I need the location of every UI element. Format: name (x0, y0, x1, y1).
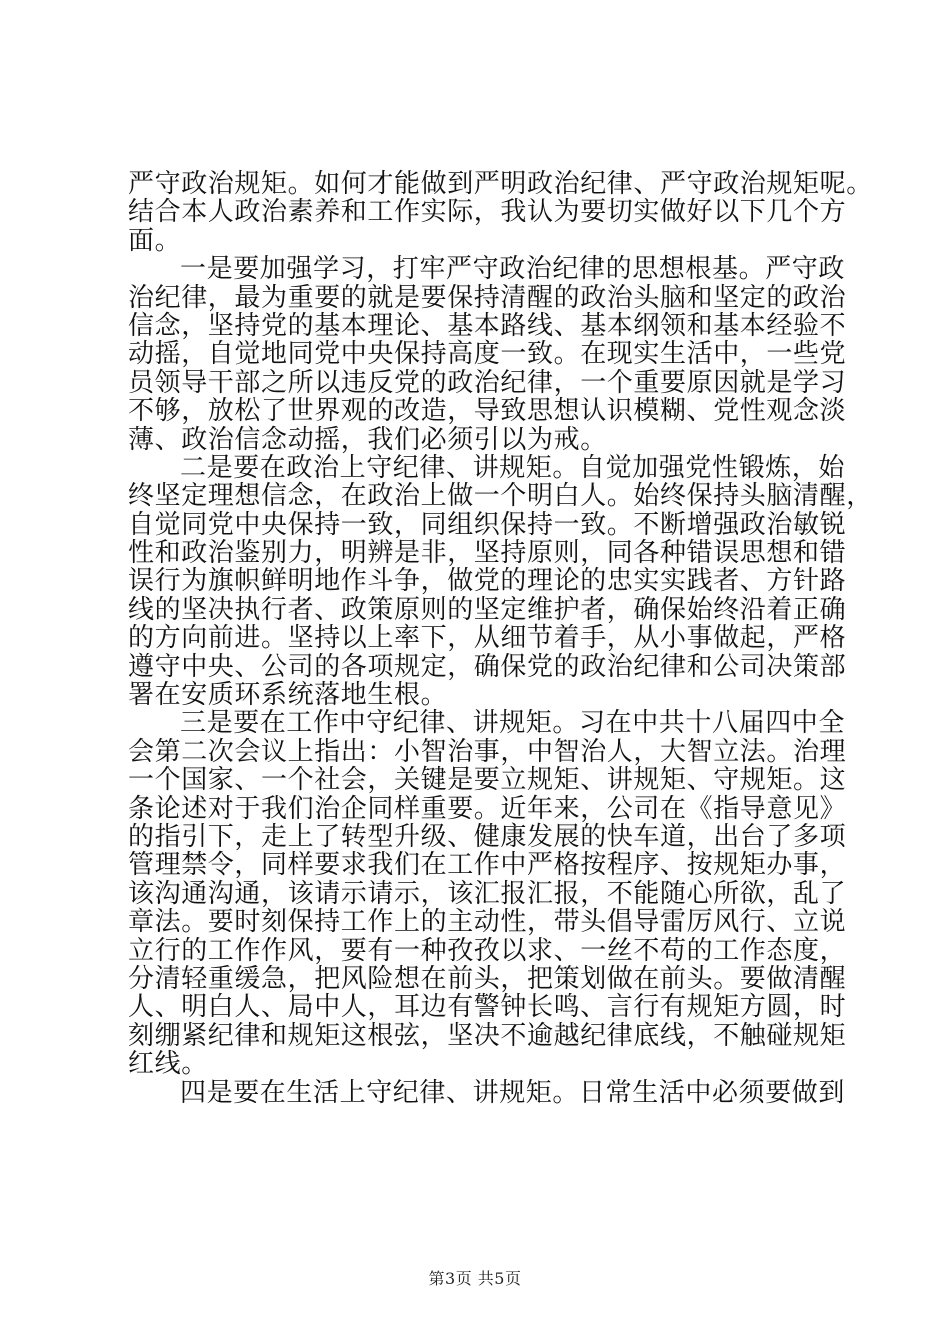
text-line: 面。 (128, 225, 182, 256)
text-line: 的方向前进。坚持以上率下，从细节着手，从小事做起，严格 (128, 623, 847, 654)
text-line: 自觉同党中央保持一致，同组织保持一致。不断增强政治敏锐 (128, 509, 847, 540)
text-line: 分清轻重缓急，把风险想在前头，把策划做在前头。要做清醒 (128, 963, 847, 994)
text-line: 结合本人政治素养和工作实际，我认为要切实做好以下几个方 (128, 197, 847, 228)
text-line: 薄、政治信念动摇，我们必须引以为戒。 (128, 424, 607, 455)
text-line: 红线。 (128, 1049, 208, 1080)
document-body (128, 169, 873, 1108)
text-line: 一个国家、一个社会，关键是要立规矩、讲规矩、守规矩。这 (128, 765, 847, 796)
text-line: 立行的工作作风，要有一种孜孜以求、一丝不苟的工作态度， (128, 935, 847, 966)
paragraph-start-line: 二是要在政治上守纪律、讲规矩。自觉加强党性锻炼，始 (180, 452, 846, 483)
text-line: 该沟通沟通，该请示请示，该汇报汇报，不能随心所欲，乱了 (128, 878, 847, 909)
text-line: 性和政治鉴别力，明辨是非，坚持原则，同各种错误思想和错 (128, 538, 847, 569)
text-line: 误行为旗帜鲜明地作斗争，做党的理论的忠实实践者、方针路 (128, 566, 847, 597)
text-line: 管理禁令，同样要求我们在工作中严格按程序、按规矩办事， (128, 850, 847, 881)
text-line: 章法。要时刻保持工作上的主动性，带头倡导雷厉风行、立说 (128, 907, 847, 938)
text-line: 信念，坚持党的基本理论、基本路线、基本纲领和基本经验不 (128, 310, 847, 341)
text-line: 人、明白人、局中人，耳边有警钟长鸣、言行有规矩方圆，时 (128, 992, 847, 1023)
text-line: 刻绷紧纪律和规矩这根弦，坚决不逾越纪律底线，不触碰规矩 (128, 1020, 847, 1051)
text-line: 会第二次会议上指出：小智治事，中智治人，大智立法。治理 (128, 736, 847, 767)
text-line: 遵守中央、公司的各项规定，确保党的政治纪律和公司决策部 (128, 651, 847, 682)
paragraph-start-line: 一是要加强学习，打牢严守政治纪律的思想根基。严守政 (180, 254, 846, 285)
text-line: 治纪律，最为重要的就是要保持清醒的政治头脑和坚定的政治 (128, 282, 847, 313)
text-line: 署在安质环系统落地生根。 (128, 680, 448, 711)
text-line: 员领导干部之所以违反党的政治纪律，一个重要原因就是学习 (128, 367, 847, 398)
text-line: 的指引下，走上了转型升级、健康发展的快车道，出台了多项 (128, 821, 847, 852)
text-line: 线的坚决执行者、政策原则的坚定维护者，确保始终沿着正确 (128, 594, 847, 625)
text-line: 不够，放松了世界观的改造，导致思想认识模糊、党性观念淡 (128, 396, 847, 427)
text-line: 动摇，自觉地同党中央保持高度一致。在现实生活中，一些党 (128, 339, 847, 370)
text-line: 严守政治规矩。如何才能做到严明政治纪律、严守政治规矩呢。 (128, 169, 873, 199)
paragraph-start-line: 四是要在生活上守纪律、讲规矩。日常生活中必须要做到 (180, 1077, 846, 1108)
paragraph-start-line: 三是要在工作中守纪律、讲规矩。习在中共十八届四中全 (180, 708, 846, 739)
page-number-footer: 第3页 共5页 (428, 1269, 522, 1288)
text-line: 条论述对于我们治企同样重要。近年来，公司在《指导意见》 (128, 793, 847, 824)
text-line: 终坚定理想信念，在政治上做一个明白人。始终保持头脑清醒， (128, 481, 873, 512)
